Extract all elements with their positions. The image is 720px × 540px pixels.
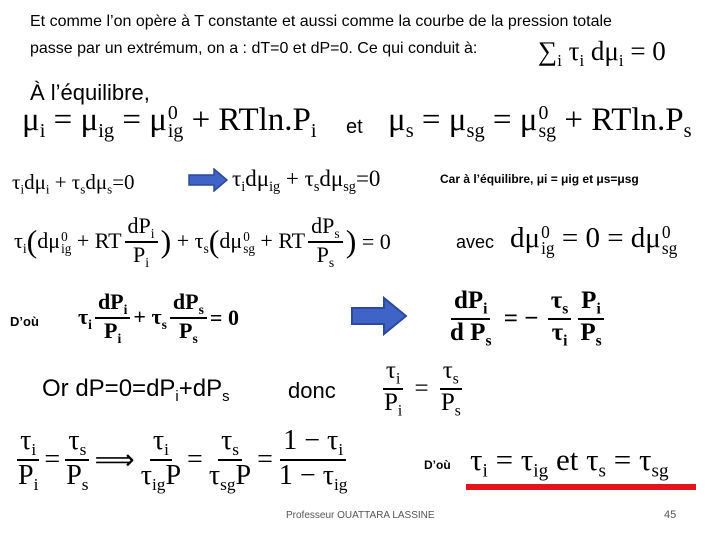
right-arrow-icon bbox=[188, 168, 228, 192]
dp-ratio-equation: $\tau_i$ $\frac{dP_i}{P_i}$ + $\tau_s$ $\frac{dP_s}{P_s}$ = 0 bbox=[78, 289, 239, 346]
page-number: 45 bbox=[664, 509, 677, 521]
final-result-equation: $\tau_i = \tau_{ig}$ et $\tau_s = \tau_{sg}$ bbox=[470, 442, 669, 482]
dou-label-2: D’où bbox=[424, 458, 451, 472]
equilibrium-label: À l’équilibre, bbox=[30, 80, 150, 105]
et-label: et bbox=[346, 116, 363, 138]
footer-author: Professeur OUATTARA LASSINE bbox=[286, 510, 435, 521]
right-arrow-icon-2 bbox=[350, 296, 408, 336]
dmu-zero-equation: dμ 0 ig = 0 = dμ 0 sg bbox=[510, 221, 678, 259]
sum-formula: $\sum_i$ $\tau_i$ $d\mu_i = 0$ bbox=[538, 36, 666, 70]
dou-label-1: D’où bbox=[10, 314, 39, 329]
tau-p-equality: $\frac{\tau_i}{P_i}$ = $\frac{\tau_s}{P_s}$ bbox=[384, 357, 461, 420]
avec-label: avec bbox=[456, 232, 495, 252]
car-note: Car à l’équilibre, μi = μig et μs=μsg bbox=[440, 172, 639, 186]
expanded-equation: $\tau_i$ ( dμ 0 ig + RT $\frac{dP_i}{P_i}$ ) + $\tau_s$ ( dμ 0 sg + RT $\frac{dP_s}{P_s}$ ) = 0 bbox=[14, 213, 391, 270]
intro-line-2: passe par un extrémum, on a : dT=0 et dP=0. Ce qui conduit à: bbox=[30, 40, 478, 57]
mu-s-equation: $\mu_s = \mu_{sg} = \mu$ 0 sg + $RTln.P_s$ bbox=[388, 101, 692, 143]
tau-dmu-equation: $\tau_id\mu_i + \tau_sd\mu_s=0$ bbox=[12, 170, 135, 197]
tau-dmu-g-equation: $\tau_id\mu_{ig} + \tau_sd\mu_{sg}=0$ bbox=[232, 166, 381, 195]
or-text: Or $dP=0=dP_i+dP_s$ bbox=[42, 375, 230, 406]
donc-label: donc bbox=[288, 378, 336, 403]
final-chain-equation: $\frac{\tau_i}{P_i}$ = $\frac{\tau_s}{P_s}$ ⟹ $\frac{\tau_i}{\tau_{ig}P}$ = $\frac{\tau_s}{\tau_{sg}P}$ = $\frac{1 - \tau_i}{1 - \tau_{ig}}$ bbox=[18, 425, 348, 495]
dp-ratio-result: $\frac{dP_i}{d P_s}$ = − $\frac{\tau_s}{\tau_i}$ $\frac{P_i}{P_s}$ bbox=[444, 288, 608, 349]
intro-line-1: Et comme l’on opère à T constante et aussi comme la courbe de la pression totale bbox=[30, 13, 612, 30]
result-underline bbox=[466, 484, 696, 490]
mu-i-equation: $\mu_i = \mu_{ig} = \mu$ 0 ig + $RTln.P_i$ bbox=[22, 101, 317, 143]
